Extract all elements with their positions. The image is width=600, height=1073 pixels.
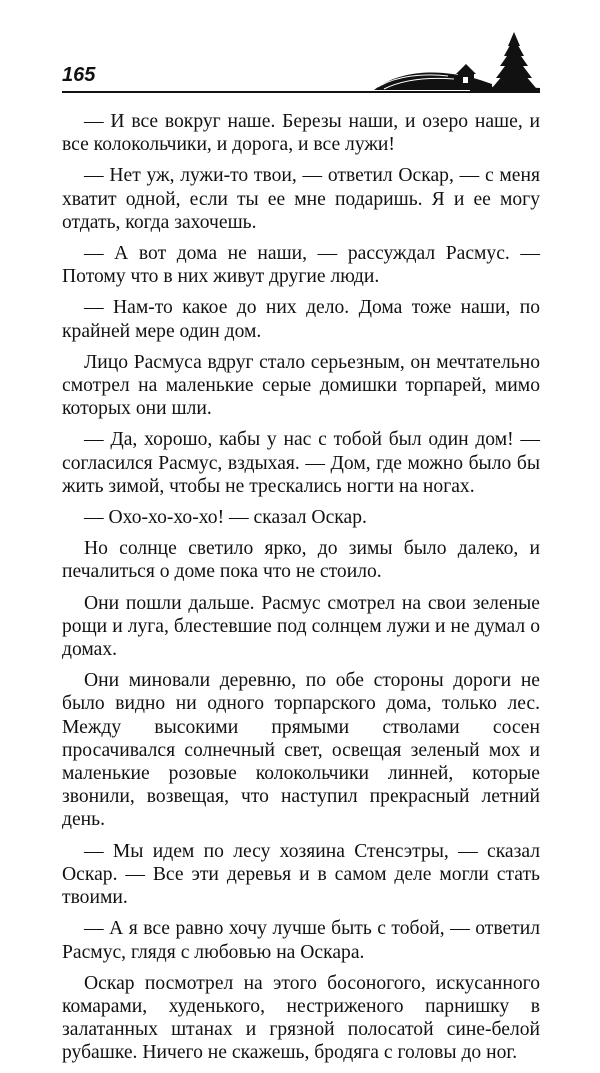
header-rule xyxy=(62,91,540,93)
paragraph: — Охо-хо-хо-хо! — сказал Оскар. xyxy=(84,507,367,529)
page-header xyxy=(62,30,540,98)
body-text xyxy=(62,110,540,1073)
paragraph: Но солнце светило ярко, до зимы было далеко, и печалиться о доме пока что не стоило. xyxy=(62,538,540,583)
paragraph: Оскар посмотрел на этого босоногого, искусанного комарами, худенького, нестриженого парнишку в залатанных штанах и грязной полосатой сине-белой рубашке. Ничего не скажешь, бродяга с головы до ног. xyxy=(62,972,540,1064)
paragraph: — Да, хорошо, кабы у нас с тобой был один дом! — согласился Расмус, вздыхая. — Дом, где можно было бы жить зимой, чтобы не трескались ногти на ногах. xyxy=(62,429,540,497)
paragraph: — А вот дома не наши, — рассуждал Расмус. — Потому что в них живут другие люди. xyxy=(62,243,540,288)
paragraph: — Нам-то какое до них дело. Дома тоже наши, по крайней мере один дом. xyxy=(62,297,540,342)
paragraph: — И все вокруг наше. Березы наши, и озеро наше, и все колокольчики, и дорога, и все лужи! xyxy=(62,111,540,156)
paragraph: Они миновали деревню, по обе стороны дороги не было видно ни одного торпарского дома, только лес. Между высокими прямыми стволами сосен просачивался солнечный свет, освещая зеленый мох и маленькие розовые колокольчики линней, которые звонили, возвещая, что наступил прекрасный летний день. xyxy=(62,670,540,831)
paragraph: — А я все равно хочу лучше быть с тобой, — ответил Расмус, глядя с любовью на Оскара. xyxy=(62,918,540,963)
page-number: 165 xyxy=(62,64,96,86)
paragraph: — Нет уж, лужи-то твои, — ответил Оскар, — с меня хватит одной, если ты ее мне подаришь. Я и ее могу отдать, когда захочешь. xyxy=(62,165,540,233)
landscape-vignette xyxy=(374,30,540,92)
paragraph: Лицо Расмуса вдруг стало серьезным, он мечтательно смотрел на маленькие серые домишки торпарей, мимо которых они шли. xyxy=(62,351,540,420)
paragraph: — Мы идем по лесу хозяина Стенсэтры, — сказал Оскар. — Все эти деревья и в самом деле могли стать твоими. xyxy=(62,840,540,909)
paragraph: Они пошли дальше. Расмус смотрел на свои зеленые рощи и луга, блестевшие под солнцем лужи и не думал о домах. xyxy=(62,592,540,661)
